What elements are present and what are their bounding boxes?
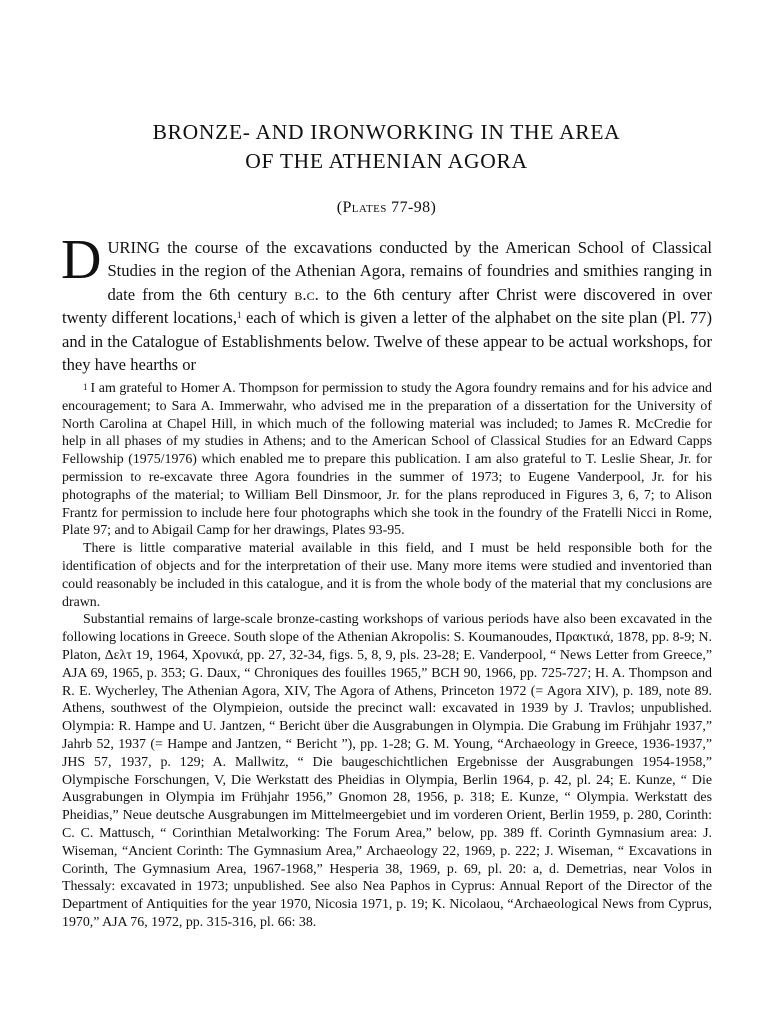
body-text-part-3: each of which is given a letter of the alphabet on the site plan (Pl. 77) and in the Catalogue of Establishments below. Twelve of these appear to be actual workshops, for they have hearths or: [62, 308, 712, 375]
footnote-text-1: I am grateful to Homer A. Thompson for permission to study the Agora foundry remains and for his advice and encouragement; to Sara A. Immerwahr, who advised me in the preparation of a dissertation for the University of North Carolina at Chapel Hill, in which much of the following material was included; to James R. McCredie for help in all phases of my studies in Athens; and to the American School of Classical Studies for an Edward Capps Fellowship (1975/1976) which enabled me to prepare this publication. I am also grateful to T. Leslie Shear, Jr. for permission to re-excavate three Agora foundries in the summer of 1973; to Eugene Vanderpool, Jr. for his photographs of the material; to William Bell Dinsmoor, Jr. for the plans reproduced in Figures 3, 6, 7; to Alison Frantz for permission to include here four photographs which she took in the foundry of the Fratelli Nicci in Rome, Plate 97; and to Abigail Camp for her drawings, Plates 93-95.: [62, 381, 712, 539]
title-line-1: BRONZE- AND IRONWORKING IN THE AREA: [152, 120, 621, 144]
title-line-2: OF THE ATHENIAN AGORA: [245, 149, 528, 173]
body-text-part-2: to the 6th century after Christ were discovered in over twenty different locations,: [62, 284, 713, 328]
drop-cap: D: [61, 229, 102, 291]
footnote-paragraph-2: There is little comparative material available in this field, and I must be held responsible both for the identification of objects and for the interpretation of their use. Many more items were studied and inventoried than could reasonably be included in this catalogue, and it is from the whole body of the material that my conclusions are drawn.: [62, 541, 712, 610]
footnote-reference: 1: [237, 310, 242, 321]
article-title: [60, 118, 713, 176]
bc-abbreviation: b.c.: [294, 284, 319, 304]
body-text-part-1: URING the course of the excavations conducted by the American School of Classical Studies in the region of the Athenian Agora, remains of foundries and smithies ranging in date from the 6th century: [107, 238, 712, 304]
plates-reference: (Plates 77-98): [336, 199, 437, 216]
footnote-number: 1: [83, 382, 88, 392]
opening-paragraph: [61, 229, 713, 376]
footnote-paragraph-1: [62, 380, 712, 540]
footnote-paragraph-3: Substantial remains of large-scale bronze-casting workshops of various periods have also been excavated in the following locations in Greece. South slope of the Athenian Akropolis: S. Koumanoudes, Πρακτικά, 1878, pp. 8-9; N. Platon, Δελτ 19, 1964, Χρονικά, pp. 27, 32-34, figs. 5, 8, 9, pls. 23-28; E. Vanderpool, “ News Letter from Greece,” AJA 69, 1965, p. 353; G. Daux, “ Chroniques des fouilles 1965,” BCH 90, 1966, pp. 725-727; H. A. Thompson and R. E. Wycherley, The Athenian Agora, XIV, The Agora of Athens, Princeton 1972 (= Agora XIV), p. 189, note 89. Athens, southwest of the Olympieion, outside the precinct wall: excavated in 1939 by J. Travlos; unpublished. Olympia: R. Hampe and U. Jantzen, “ Bericht über die Ausgrabungen in Olympia. Die Grabung im Frühjahr 1937,” Jahrb 52, 1937 (= Hampe and Jantzen, “ Bericht ”), pp. 1-28; G. M. Young, “Archaeology in Greece, 1936-1937,” JHS 57, 1937, p. 129; A. Mallwitz, “ Die baugeschichtlichen Ergebnisse der Ausgrabungen 1954-1958,” Olympische Forschungen, V, Die Werkstatt des Pheidias in Olympia, Berlin 1964, p. 42, pl. 24; E. Kunze, “ Die Ausgrabungen in Olympia im Frühjahr 1956,” Gnomon 28, 1956, p. 318; E. Kunze, “ Olympia. Werkstatt des Pheidias,” Neue deutsche Ausgrabungen im Mittelmeergebiet und im vorderen Orient, Berlin 1959, p. 280, Corinth: C. C. Mattusch, “ Corinthian Metalworking: The Forum Area,” below, pp. 389 ff. Corinth Gymnasium area: J. Wiseman, “Ancient Corinth: The Gymnasium Area,” Archaeology 22, 1969, p. 222; J. Wiseman, “ Excavations in Corinth, The Gymnasium Area, 1967-1968,” Hesperia 38, 1969, p. 69, pl. 20: a, d. Demetrias, near Volos in Thessaly: excavated in 1973; unpublished. See also Nea Paphos in Cyprus: Annual Report of the Director of the Department of Antiquities for the year 1970, Nicosia 1971, p. 19; K. Nicolaou, “Archaeological News from Cyprus, 1970,” AJA 76, 1972, pp. 315-316, pl. 66: 38.: [62, 612, 713, 930]
footnote-block: [62, 380, 712, 932]
